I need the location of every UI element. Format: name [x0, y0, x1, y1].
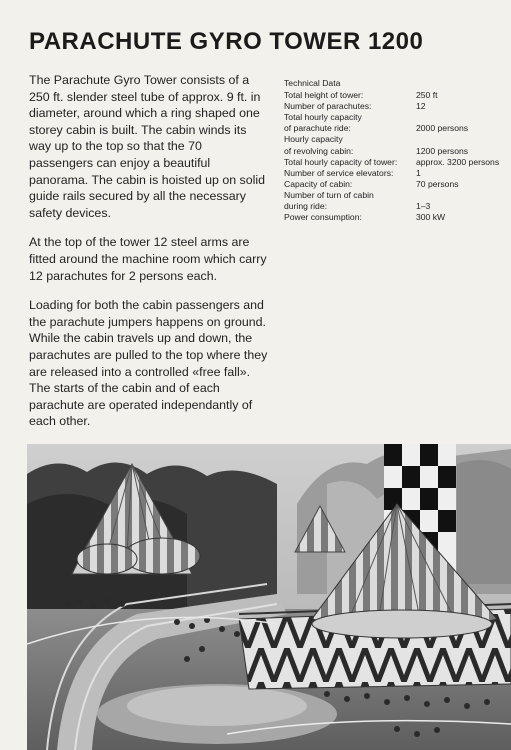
page-title: PARACHUTE GYRO TOWER 1200 [29, 28, 424, 55]
technical-data-value: 250 ft [416, 90, 438, 101]
technical-data-row [284, 201, 510, 212]
description-paragraph-3: Loading for both the cabin passengers and the parachute jumpers happens on ground. While the cabin travels up and down, the parachutes are pulled to the top where they are released into a controlled «free fall». The starts of the cabin and of each parachute are operated independantly of each other. [29, 298, 268, 429]
description-paragraph-1: The Parachute Gyro Tower consists of a 250 ft. slender steel tube of approx. 9 ft. in diameter, around which a ring shaped one storey cabin is built. The cabin winds its way up to the top so that the 70 passengers can enjoy a beautiful panorama. The cabin is hoisted up on solid guide rails secured by all the necessary safety devices. [29, 73, 266, 220]
technical-data-row [284, 134, 510, 145]
technical-data-value: approx. 3200 persons [416, 156, 500, 167]
technical-data-label: Power consumption: [284, 212, 362, 223]
technical-data [284, 78, 510, 223]
technical-data-label: Number of turn of cabin [284, 189, 374, 200]
technical-data-row [284, 112, 510, 123]
technical-data-row [284, 157, 510, 168]
technical-data-label: Hourly capacity [284, 134, 343, 145]
technical-data-heading: Technical Data [284, 78, 341, 88]
ride-photo [27, 444, 511, 750]
technical-data-row [284, 146, 510, 157]
technical-data-value: 300 kW [416, 212, 446, 223]
technical-data-value: 12 [416, 101, 426, 112]
technical-data-label: Total hourly capacity of tower: [284, 156, 398, 167]
technical-data-label: Capacity of cabin: [284, 178, 353, 189]
technical-data-row [284, 168, 510, 179]
technical-data-value: 2000 persons [416, 123, 469, 134]
description-column [29, 72, 269, 443]
technical-data-label: Total hourly capacity [284, 112, 362, 123]
description-paragraph-2: At the top of the tower 12 steel arms are fitted around the machine room which carry 12 parachutes for 2 persons each. [29, 235, 267, 283]
technical-data-value: 1 [416, 167, 421, 178]
technical-data-row [284, 90, 510, 101]
technical-data-label: of parachute ride: [284, 123, 351, 134]
technical-data-value: 70 persons [416, 178, 459, 189]
technical-data-label: of revolving cabin: [284, 145, 354, 156]
technical-data-row [284, 179, 510, 190]
technical-data-row [284, 190, 510, 201]
technical-data-row [284, 123, 510, 134]
technical-data-value: 1–3 [416, 201, 431, 212]
technical-data-value: 1200 persons [416, 145, 469, 156]
technical-data-row [284, 101, 510, 112]
technical-data-label: Number of service elevators: [284, 167, 394, 178]
technical-data-label: during ride: [284, 201, 327, 212]
technical-data-row [284, 212, 510, 223]
technical-data-label: Number of parachutes: [284, 101, 372, 112]
technical-data-label: Total height of tower: [284, 90, 364, 101]
technical-data-rows [284, 90, 510, 223]
